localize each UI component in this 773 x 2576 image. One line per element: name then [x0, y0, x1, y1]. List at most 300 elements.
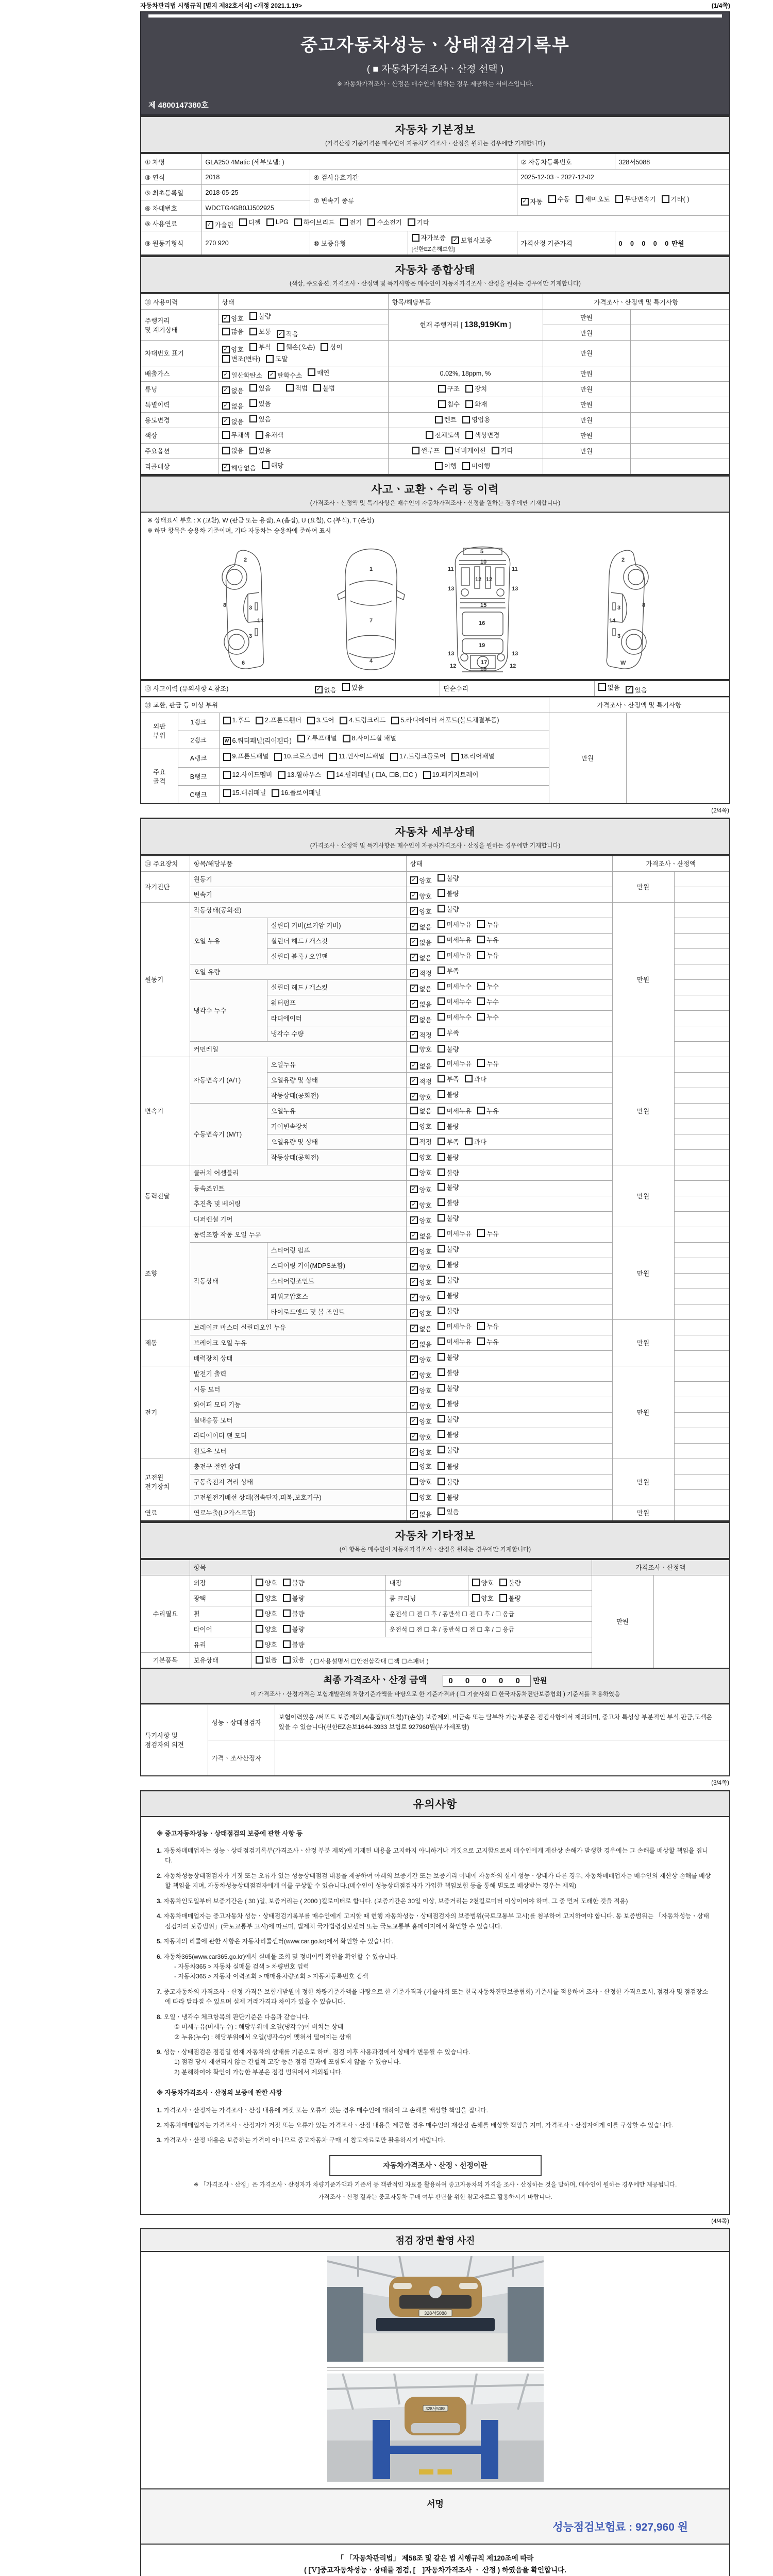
basic-info-subtitle: (가격산정 기준가격은 매수인이 자동차가격조사ㆍ산정을 원하는 경우에만 기재합니다) — [325, 141, 545, 147]
checkbox-option[interactable]: 불량 — [438, 1414, 459, 1423]
repair-item-b: 룸 크리닝 — [385, 1590, 468, 1606]
accident-title: 사고ㆍ교환ㆍ수리 등 이력 — [371, 483, 499, 496]
checkbox-option[interactable]: 양호 — [256, 1609, 277, 1618]
device-state — [406, 948, 612, 964]
row-label: 리콜대상 — [141, 459, 218, 474]
checkbox-option[interactable]: 미세누유 — [438, 1106, 472, 1115]
appraiser-opinion — [275, 1740, 730, 1776]
checkbox-option[interactable]: ✓ 양호 — [410, 907, 432, 916]
trans-options — [517, 185, 730, 216]
passenger-basis-legend: ※ 하단 항목은 승용차 기준이며, 기타 자동차는 승용차에 준하여 표시 — [147, 527, 331, 534]
signature-box — [140, 2489, 730, 2545]
checkbox-option[interactable]: 무채색 — [222, 430, 250, 439]
checkbox-option[interactable]: 없음 — [222, 446, 244, 455]
svg-text:12: 12 — [510, 663, 516, 669]
mileage-state2 — [218, 325, 388, 341]
device-state — [406, 887, 612, 902]
checkbox-option[interactable]: 양호 — [410, 1168, 432, 1177]
checkbox-option[interactable]: 누유 — [477, 1229, 499, 1238]
checkbox-option[interactable]: 기타 — [492, 446, 513, 455]
device-group-label: 동력전달 — [141, 1165, 190, 1227]
checkbox-option[interactable]: 양호 — [410, 1462, 432, 1471]
device-mid-label: 작동상태 — [190, 1242, 267, 1319]
checkbox-option[interactable]: 불량 — [283, 1609, 305, 1618]
device-state — [406, 1397, 612, 1412]
inspector-opinion: 보험이력있음 /써포트 보증제외,A(흠집)U(요철)T(손상) 보증제외, 비금속 또는 탈부착 가능부품은 점검사항에서 제외되며, 중고차 특성상 부분적인 부식,판금,도색은 있을 수 있습니다(신한EZ손보1644-3933 보험료 927960원(부가세포함) — [275, 1704, 730, 1740]
device-state — [406, 1010, 612, 1026]
notice-item: 5. 자동차의 리콜에 관한 사항은 자동차리콜센터(www.car.go.kr)에서 확인할 수 있습니다. — [157, 1938, 393, 1945]
checkbox-option[interactable]: 썬루프 — [412, 446, 440, 455]
checkbox-option[interactable]: 양호 — [256, 1594, 277, 1603]
checkbox-option[interactable]: ✓ 일산화탄소 — [222, 370, 262, 380]
checkbox-option[interactable]: 미세누유 — [438, 920, 472, 929]
photo-wrap — [141, 2252, 729, 2488]
repair-item-a: 외장 — [190, 1575, 251, 1590]
device-sub-label: 작동상태(공회전) — [267, 1149, 406, 1165]
checkbox-option[interactable]: 14.필러패널 ( ☐A, ☐B, ☐C ) — [327, 769, 417, 782]
panel-items — [219, 767, 549, 785]
checkbox-option[interactable]: ✓ 적정 — [410, 1030, 432, 1040]
row-label: 차대번호 표기 — [141, 341, 218, 366]
checkbox-option[interactable]: 미세누수 — [438, 1012, 472, 1022]
device-state — [406, 1088, 612, 1103]
checkbox-option[interactable]: 불량 — [438, 1260, 459, 1269]
checkbox-option[interactable]: 불량 — [438, 1493, 459, 1502]
checkbox-option[interactable]: 불량 — [438, 1430, 459, 1439]
checkbox-option[interactable]: 1.후드 — [223, 715, 250, 727]
checkbox-option[interactable]: 매연 — [308, 368, 329, 377]
valid-label: ④ 검사유효기간 — [310, 170, 517, 185]
checkbox-option[interactable]: 17.트렁크플로어 — [390, 751, 446, 763]
checkbox-option[interactable]: ✓ 양호 — [222, 314, 244, 323]
device-state — [406, 933, 612, 948]
checkbox-option[interactable]: 미이행 — [462, 461, 490, 470]
checkbox-option[interactable]: 적정 — [410, 1137, 432, 1146]
checkbox-option[interactable]: 누유 — [477, 951, 499, 960]
checkbox-option[interactable]: 영업용 — [462, 415, 490, 424]
device-group-label: 원동기 — [141, 902, 190, 1057]
col-part: 항목/해당부품 — [190, 856, 406, 872]
checkbox-option[interactable]: 미세누수 — [438, 997, 472, 1006]
checkbox-option[interactable]: 불법 — [313, 383, 335, 393]
checkbox-option[interactable]: 8.사이드실 패널 — [343, 733, 396, 745]
checkbox-option[interactable]: 없음 — [598, 683, 620, 692]
base-price-value: 0 0 0 0 0만원 — [615, 231, 730, 256]
overall-title: 자동차 종합상태 — [395, 264, 476, 276]
document-number: 제 4800147380호 — [148, 101, 209, 110]
checkbox-option[interactable]: 불량 — [438, 1291, 459, 1300]
simple-repair-label: 단순수리 — [440, 681, 594, 697]
checkbox-option[interactable]: ✓ 없음 — [410, 953, 432, 962]
device-item-label: 라디에이터 팬 모터 — [190, 1428, 406, 1443]
device-group-label: 전기 — [141, 1366, 190, 1459]
checkbox-option[interactable]: 불량 — [438, 1399, 459, 1408]
checkbox-option[interactable]: 부족 — [438, 1028, 459, 1037]
checkbox-option[interactable]: 불량 — [438, 873, 459, 883]
checkbox-option[interactable]: 19.패키지트레이 — [423, 769, 479, 782]
device-group-label: 고전원 전기장치 — [141, 1459, 190, 1505]
checkbox-option[interactable]: 있음 — [342, 683, 364, 692]
panel-exchange-table — [140, 697, 730, 804]
checkbox-option[interactable]: 불량 — [438, 1244, 459, 1253]
checkbox-option[interactable]: 미세누유 — [438, 951, 472, 960]
device-sub-label: 실린더 커버(로커암 커버) — [267, 918, 406, 933]
checkbox-option[interactable]: 양호 — [256, 1578, 277, 1587]
notice-subitem: 1) 점검 당시 재현되지 않는 간헐적 고장 등은 점검 결과에 포함되지 않을 수 있습니다. — [174, 2058, 401, 2066]
checkbox-option[interactable]: 전기 — [340, 217, 362, 227]
device-state — [406, 995, 612, 1010]
checkbox-option[interactable]: 불량 — [438, 1044, 459, 1054]
checkbox-option[interactable]: 16.플로어패널 — [272, 787, 321, 800]
checkbox-option[interactable]: 불량 — [438, 1275, 459, 1284]
device-state — [406, 1118, 612, 1134]
checkbox-option[interactable]: 4.트렁크리드 — [340, 715, 385, 727]
final-price-digits: 0 0 0 0 0 — [443, 1675, 530, 1687]
opinions — [140, 1704, 730, 1776]
checkbox-option[interactable]: 부족 — [438, 1137, 459, 1146]
checkbox-option[interactable]: ✓ 양호 — [410, 1185, 432, 1194]
checkbox-option[interactable]: 13.휠하우스 — [278, 769, 321, 782]
checkbox-option[interactable]: 3.도어 — [307, 715, 334, 727]
checkbox-option[interactable]: 불량 — [499, 1578, 521, 1587]
checkbox-option[interactable]: 이행 — [435, 461, 457, 470]
notice-item: 2. 자동차매매업자는 가격조사ㆍ산정자가 거짓 또는 오류가 있는 가격조사ㆍ산정 내용을 제공한 경우 매수인의 재산상 손해를 배상할 책임을 지며, 가격조사ㆍ산정자에게 이를 구상할 수 있습니다. — [157, 2122, 674, 2129]
device-mid-label: 자동변속기 (A/T) — [190, 1057, 267, 1103]
checkbox-option[interactable]: ✓ 없음 — [410, 1015, 432, 1024]
checkbox-option[interactable]: 미세누유 — [438, 1229, 472, 1238]
checkbox-option[interactable]: 렌트 — [435, 415, 457, 424]
checkbox-option[interactable]: 불량 — [438, 1445, 459, 1454]
checkbox-option[interactable]: 불량 — [438, 889, 459, 898]
checkbox-option[interactable]: 기타( ) — [662, 194, 690, 204]
checkbox-option[interactable]: 유채색 — [256, 430, 283, 439]
checkbox-option[interactable]: 양호 — [256, 1640, 277, 1649]
checkbox-option[interactable]: 양호 — [410, 1477, 432, 1486]
checkbox-option[interactable]: 디젤 — [239, 217, 261, 227]
checkbox-option[interactable]: 불량 — [438, 1462, 459, 1471]
repair-extra: 운전석 ☐ 전 ☐ 후 / 동반석 ☐ 전 ☐ 후 / ☐ 응급 — [385, 1621, 592, 1637]
checkbox-option[interactable]: 부식 — [249, 342, 271, 351]
checkbox-option[interactable]: ✓ 적정 — [410, 969, 432, 978]
checkbox-option[interactable]: 수소전기 — [367, 217, 401, 227]
notice-body — [140, 1817, 730, 2215]
device-item-label: 윈도우 모터 — [190, 1443, 406, 1459]
checkbox-option[interactable]: ✓ 양호 — [410, 1370, 432, 1380]
checkbox-option[interactable]: 양호 — [410, 1493, 432, 1502]
checkbox-option[interactable]: 불량 — [438, 1306, 459, 1315]
checkbox-option[interactable]: 침수 — [438, 399, 460, 409]
checkbox-option[interactable]: 양호 — [410, 1153, 432, 1162]
repair-group-label: 수리필요 — [141, 1575, 190, 1652]
checkbox-option[interactable]: 불량 — [438, 1182, 459, 1192]
checkbox-option[interactable]: 9.프론트패널 — [223, 751, 269, 763]
checkbox-option[interactable]: 불량 — [438, 1213, 459, 1223]
checkbox-option[interactable]: 불량 — [283, 1578, 305, 1587]
checkbox-option[interactable]: 2.프론트휀더 — [256, 715, 301, 727]
checkbox-option[interactable]: ✓ 양호 — [410, 876, 432, 885]
repair-extra: 운전석 ☐ 전 ☐ 후 / 동반석 ☐ 전 ☐ 후 / ☐ 응급 — [385, 1606, 592, 1621]
checkbox-option[interactable]: 과다 — [465, 1074, 486, 1083]
checkbox-option[interactable]: ✓ 없음 — [410, 984, 432, 993]
device-item-label: 원동기 — [190, 871, 406, 887]
checkbox-option[interactable]: 구조 — [438, 384, 460, 393]
checkbox-option[interactable]: ✓ 보험사보증 — [451, 235, 492, 245]
checkbox-option[interactable]: 장치 — [465, 384, 487, 393]
repair-item-a: 타이어 — [190, 1621, 251, 1637]
checkbox-option[interactable]: ✓ 없음 — [410, 1231, 432, 1241]
device-item-label: 구동축전지 격리 상태 — [190, 1474, 406, 1489]
overall-status-table — [140, 293, 730, 475]
checkbox-option[interactable]: ✓ 없음 — [222, 386, 244, 395]
panel-rank-label: C랭크 — [178, 785, 219, 804]
checkbox-option[interactable]: ✓ 양호 — [410, 1200, 432, 1210]
device-sub-label: 기어변속장치 — [267, 1118, 406, 1134]
device-item-label: 연료누출(LP가스포함) — [190, 1505, 406, 1521]
checkbox-option[interactable]: 미세누유 — [438, 935, 472, 944]
svg-text:12: 12 — [450, 663, 457, 669]
checkbox-option[interactable]: 양호 — [472, 1578, 494, 1587]
checkbox-option[interactable]: ✓ 있음 — [626, 685, 647, 694]
notice-header — [140, 1790, 730, 1817]
checkbox-option[interactable]: 없음 — [410, 1106, 432, 1115]
checkbox-option[interactable]: 불량 — [249, 311, 271, 320]
row-item — [388, 412, 543, 428]
checkbox-option[interactable]: ✓ 양호 — [410, 1247, 432, 1256]
checkbox-option[interactable]: 없음 — [256, 1655, 277, 1664]
checkbox-option[interactable]: ✓ 양호 — [410, 1293, 432, 1302]
checkbox-option[interactable]: ✓ 양호 — [410, 891, 432, 901]
checkbox-option[interactable]: 누유 — [477, 1321, 499, 1331]
checkbox-option[interactable]: ✓ 양호 — [222, 345, 244, 354]
checkbox-option[interactable]: ✓ 양호 — [410, 1448, 432, 1457]
accident-label: ⑫ 사고이력 (유의사항 4.참조) — [141, 681, 311, 697]
checkbox-option[interactable]: 많음 — [222, 327, 244, 336]
checkbox-option[interactable]: 누수 — [477, 981, 499, 991]
checkbox-option[interactable]: 화재 — [465, 399, 487, 409]
svg-text:14: 14 — [609, 617, 616, 624]
checkbox-option[interactable]: ✓ 양호 — [410, 1262, 432, 1272]
checkbox-option[interactable]: 전체도색 — [426, 430, 460, 439]
checkbox-option[interactable]: ✓ 적정 — [410, 1077, 432, 1086]
checkbox-option[interactable]: 색상변경 — [465, 430, 499, 439]
checkbox-option[interactable]: 과다 — [465, 1137, 486, 1146]
device-state — [406, 1180, 612, 1196]
checkbox-option[interactable]: 18.리어패널 — [451, 751, 495, 763]
device-price: 만원 — [612, 1057, 674, 1165]
checkbox-option[interactable]: ✓ 양호 — [410, 1092, 432, 1101]
device-item-label: 커먼레일 — [190, 1041, 406, 1057]
checkbox-option[interactable]: 불량 — [438, 1352, 459, 1362]
checkbox-option[interactable]: ✓ 양호 — [410, 1432, 432, 1442]
checkbox-option[interactable]: 미세누유 — [438, 1059, 472, 1068]
checkbox-option[interactable]: 보통 — [249, 327, 271, 336]
notice-subitem: - 자동차365 > 자동차 이력조회 > 매매용차량조회 > 자동차등록번호 검색 — [174, 1973, 368, 1980]
checkbox-option[interactable]: 불량 — [438, 1122, 459, 1131]
checkbox-option[interactable]: ✓ 없음 — [410, 1340, 432, 1349]
notice-box-text1: ※ 「가격조사ㆍ산정」은 가격조사ㆍ산정자가 차량기준가액과 기준서 등 객관적인 자료를 활용하여 중고자동차의 가격을 조사ㆍ산정하는 것을 말하며, 매수인이 원하는 경우에만 제공됩니다. — [193, 2181, 677, 2188]
checkbox-option[interactable]: 불량 — [438, 1153, 459, 1162]
notice-item: 3. 자동차인도일부터 보증기간은 ( 30 )일, 보증거리는 ( 2000 )킬로미터로 합니다. (보증기간은 30일 이상, 보증거리는 2천킬로미터 이상이어야 하며, 그 중 먼저 도래한 것을 적용) — [157, 1897, 628, 1905]
checkbox-option[interactable]: ✓ 양호 — [410, 1278, 432, 1287]
checkbox-option[interactable]: 불량 — [438, 1383, 459, 1393]
checkbox-option[interactable]: 불량 — [438, 1198, 459, 1207]
checkbox-option[interactable]: ✓ 자동 — [521, 197, 543, 206]
checkbox-option[interactable]: 상이 — [321, 342, 342, 351]
device-state — [406, 964, 612, 979]
regno-label: ② 자동차등록번호 — [517, 154, 615, 170]
checkbox-option[interactable]: 10.크로스멤버 — [274, 751, 324, 763]
notice-item: 4. 자동차매매업자는 중고자동차 성능ㆍ상태점검기록부를 매수인에게 고지할 때 현행 자동차성능ㆍ상태점검자의 보증범위(국토교통부 고시)를 첨부하여 고지하여야 합니다. 동 보증범위는 「자동차성능ㆍ상태점검자의 보증범위」(국토교통부 고시)에 따르며, 법제처 국가법령정보센터 또는 국토교통부 홈페이지에서 확인할 수 있습니다. — [157, 1912, 710, 1930]
checkbox-option[interactable]: 도말 — [266, 354, 288, 363]
checkbox-option[interactable]: LPG — [266, 218, 289, 226]
checkbox-option[interactable]: 있음 — [249, 414, 271, 423]
checkbox-option[interactable]: W 6.쿼터패널(리어휀다) — [223, 735, 292, 748]
checkbox-option[interactable]: 훼손(오손) — [277, 342, 315, 351]
checkbox-option[interactable]: 누유 — [477, 920, 499, 929]
checkbox-option[interactable]: ✓ 없음 — [222, 401, 244, 411]
checkbox-option[interactable]: 누유 — [477, 1106, 499, 1115]
checkbox-option[interactable]: 불량 — [438, 1168, 459, 1177]
checkbox-option[interactable]: 불량 — [283, 1624, 305, 1634]
panel-head-left: ⑬ 교환, 판금 등 이상 부위 — [141, 697, 549, 713]
checkbox-option[interactable]: 있음 — [249, 399, 271, 408]
checkbox-option[interactable]: 세미오토 — [576, 194, 610, 204]
checkbox-option[interactable]: ✓ 없음 — [410, 999, 432, 1009]
device-state — [406, 902, 612, 918]
checkbox-option[interactable]: 15.대쉬패널 — [223, 787, 266, 800]
device-state — [406, 1258, 612, 1273]
checkbox-option[interactable]: 불량 — [438, 1477, 459, 1486]
checkbox-option[interactable]: 누수 — [477, 1012, 499, 1022]
checkbox-option[interactable]: ✓ 없음 — [315, 685, 337, 694]
inspection-photo-2 — [327, 2374, 544, 2484]
price-cell: 만원 — [543, 381, 630, 397]
svg-text:W: W — [620, 659, 626, 666]
detail-status-table — [140, 855, 730, 1521]
checkbox-option[interactable]: 적법 — [286, 383, 308, 393]
checkbox-option[interactable]: 불량 — [283, 1640, 305, 1649]
checkbox-option[interactable]: 양호 — [410, 1122, 432, 1131]
checkbox-option[interactable]: 미세누수 — [438, 981, 472, 991]
device-price: 만원 — [612, 1165, 674, 1227]
checkbox-option[interactable]: 수동 — [548, 194, 570, 204]
checkbox-option[interactable]: 있음 — [283, 1655, 305, 1664]
checkbox-option[interactable]: ✓ 양호 — [410, 1417, 432, 1426]
checkbox-option[interactable]: 미세누유 — [438, 1337, 472, 1346]
checkbox-option[interactable]: 있음 — [438, 1507, 459, 1516]
device-state — [406, 1474, 612, 1489]
checkbox-option[interactable]: ✓ 양호 — [410, 1401, 432, 1411]
device-state — [406, 1072, 612, 1088]
checkbox-option[interactable]: 5.라디에이터 서포트(볼트체결부품) — [391, 715, 499, 727]
device-item-label: 동력조향 작동 오일 누유 — [190, 1227, 406, 1242]
checkbox-option[interactable]: 양호 — [472, 1594, 494, 1603]
price-cell: 만원 — [543, 428, 630, 443]
checkbox-option[interactable]: 양호 — [256, 1624, 277, 1634]
checkbox-option[interactable]: 불량 — [283, 1594, 305, 1603]
device-state — [406, 1196, 612, 1211]
checkbox-option[interactable]: 미세누유 — [438, 1321, 472, 1331]
other-subtitle: (이 항목은 매수인이 자동차가격조사ㆍ산정을 원하는 경우에만 기재합니다) — [339, 1546, 531, 1553]
mileage-item: 현재 주행거리 [ 138,919Km ] — [388, 310, 543, 341]
checkbox-option[interactable]: ✓ 가솔린 — [206, 220, 233, 229]
checkbox-option[interactable]: 있음 — [249, 446, 271, 455]
checkbox-option[interactable]: 불량 — [438, 1368, 459, 1377]
warranty-insurer: [신한EZ손해보험] — [411, 246, 455, 252]
row-label: 배출가스 — [141, 366, 218, 381]
checkbox-option[interactable]: ✓ 양호 — [410, 1216, 432, 1225]
accident-history — [140, 680, 730, 697]
checkbox-option[interactable]: 네비게이션 — [445, 446, 485, 455]
checkbox-option[interactable]: ✓ 없음 — [222, 417, 244, 426]
checkbox-option[interactable]: 자가보증 — [412, 233, 446, 242]
checkbox-option[interactable]: 양호 — [410, 1044, 432, 1054]
checkbox-option[interactable]: ✓ 양호 — [410, 1355, 432, 1364]
col-price: 가격조사ㆍ산정액 — [612, 856, 730, 872]
repair-opts-a — [251, 1590, 385, 1606]
checkbox-option[interactable]: 누수 — [477, 997, 499, 1006]
checkbox-option[interactable]: 누유 — [477, 1059, 499, 1068]
device-price: 만원 — [612, 1366, 674, 1459]
inspection-photo-rear — [327, 2374, 544, 2482]
checkbox-option[interactable]: 부족 — [438, 966, 459, 975]
checkbox-option[interactable]: 변조(변타) — [222, 354, 261, 363]
checkbox-option[interactable]: ✓ 양호 — [410, 1309, 432, 1318]
device-item-label: 충전구 절연 상태 — [190, 1459, 406, 1474]
checkbox-option[interactable]: 기타 — [408, 217, 429, 227]
checkbox-option[interactable]: 부족 — [438, 1074, 459, 1083]
checkbox-option[interactable]: 있음 — [249, 383, 271, 393]
trans-label: ⑦ 변속기 종류 — [310, 185, 517, 216]
inspector-opinion-table — [140, 1704, 730, 1776]
panel-head-right: 가격조사ㆍ산정액 및 특기사항 — [549, 697, 730, 713]
checkbox-option[interactable]: 11.인사이드패널 — [329, 751, 384, 763]
checkbox-option[interactable]: ✓ 해당없음 — [222, 463, 256, 472]
basic-items-label: 기본품목 — [141, 1652, 190, 1668]
checkbox-option[interactable]: ✓ 적음 — [277, 329, 298, 338]
svg-text:18: 18 — [480, 666, 487, 672]
device-state — [406, 1227, 612, 1242]
checkbox-option[interactable]: 누유 — [477, 935, 499, 944]
repair-item-a: 광택 — [190, 1590, 251, 1606]
checkbox-option[interactable]: 무단변속기 — [615, 194, 656, 204]
basic-info-table — [140, 153, 730, 256]
checkbox-option[interactable]: 해당 — [262, 461, 283, 470]
panel-rank-label: A랭크 — [178, 749, 219, 767]
device-item-label: 브레이크 오일 누유 — [190, 1335, 406, 1350]
checkbox-option[interactable]: ✓ 없음 — [410, 1510, 432, 1519]
checkbox-option[interactable]: 불량 — [499, 1594, 521, 1603]
checkbox-option[interactable]: ✓ 없음 — [410, 938, 432, 947]
checkbox-option[interactable]: 7.루프패널 — [297, 733, 337, 745]
checkbox-option[interactable]: 12.사이드멤버 — [223, 769, 273, 782]
checkbox-option[interactable]: ✓ 없음 — [410, 1324, 432, 1333]
checkbox-option[interactable]: 하이브리드 — [294, 217, 334, 227]
year-value: 2018 — [201, 170, 310, 185]
checkbox-option[interactable]: 누유 — [477, 1337, 499, 1346]
confirmation-line2: ( [Ｖ]중고자동차성능ㆍ상태를 점검, [ ]자동차가격조사 ㆍ 산정 ) 하였음을 확인합니다. — [304, 2566, 566, 2574]
checkbox-option[interactable]: ✓ 양호 — [410, 1386, 432, 1395]
year-label: ③ 연식 — [141, 170, 201, 185]
notice-subitem: ② 누유(누수) : 해당부위에서 오일(냉각수)이 맺혀서 떨어지는 상태 — [174, 2033, 351, 2041]
checkbox-option[interactable]: 불량 — [438, 1090, 459, 1099]
checkbox-option[interactable]: ✓ 없음 — [410, 1061, 432, 1071]
checkbox-option[interactable]: 불량 — [438, 904, 459, 913]
checkbox-option[interactable]: ✓ 없음 — [410, 922, 432, 931]
col-device: ⑭ 주요장치 — [141, 856, 190, 872]
device-state — [406, 871, 612, 887]
checkbox-option[interactable]: ✓ 탄화수소 — [268, 370, 302, 380]
